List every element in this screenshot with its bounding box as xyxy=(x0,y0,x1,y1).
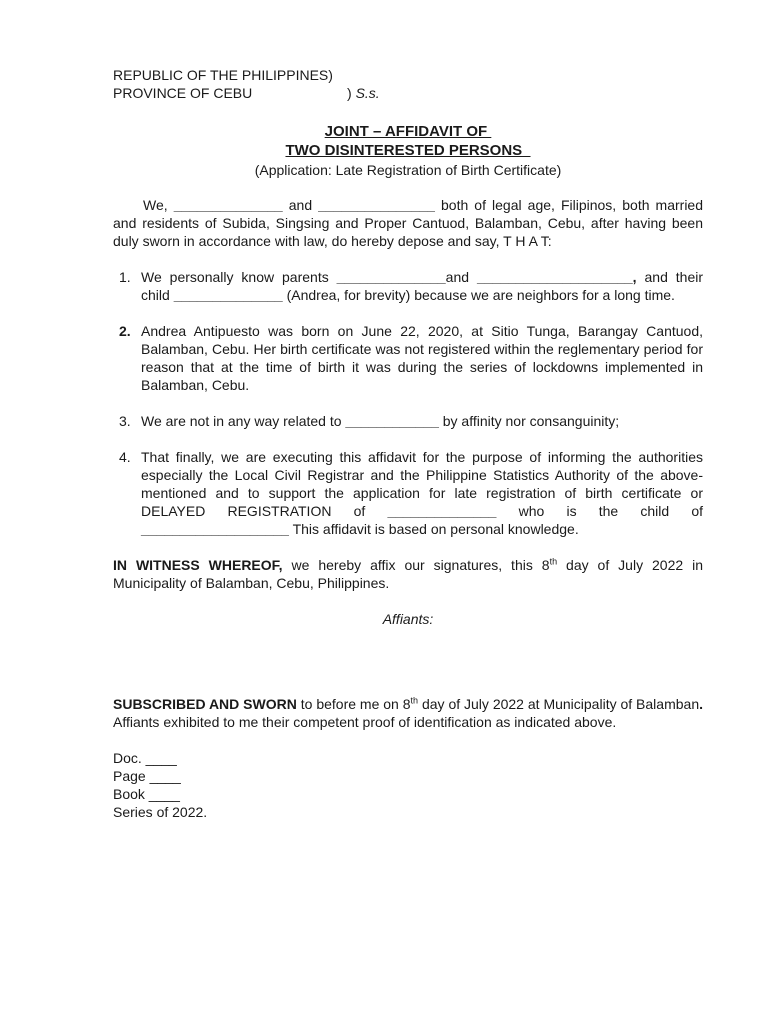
statement-list xyxy=(113,268,703,538)
item-number: 3. xyxy=(119,413,131,429)
intro-text-1: We, xyxy=(143,197,174,213)
list-item xyxy=(113,412,703,430)
sworn-sup: th xyxy=(410,695,419,706)
affidavit-page xyxy=(113,66,703,821)
book-line: Book ____ xyxy=(113,786,180,802)
intro-paragraph xyxy=(113,196,703,250)
list-item xyxy=(113,322,703,394)
item-number: 2. xyxy=(119,323,131,339)
province-text: PROVINCE OF CEBU xyxy=(113,85,253,101)
document-title-line-1: JOINT – AFFIDAVIT OF xyxy=(324,123,492,140)
header xyxy=(113,66,703,102)
document-title-line-2: TWO DISINTERESTED PERSONS xyxy=(285,142,531,159)
list-item xyxy=(113,268,703,304)
series-line: Series of 2022. xyxy=(113,804,208,820)
item-text: We are not in any way related to xyxy=(141,413,346,429)
item-number: 4. xyxy=(119,449,131,465)
document-subtitle: (Application: Late Registration of Birth Certificate) xyxy=(254,162,562,178)
republic-text: REPUBLIC OF THE PHILIPPINES) xyxy=(113,67,333,83)
item-text: We personally know parents xyxy=(141,269,337,285)
page-line: Page ____ xyxy=(113,768,181,784)
blank-affiant-2: _______________ xyxy=(318,197,435,213)
witness-text-2: day of July 2022 in Municipality of Balamban, Cebu, Philippines. xyxy=(113,557,703,591)
item-text: and their child xyxy=(141,269,704,303)
notarial-records xyxy=(113,749,703,821)
intro-text-2: and xyxy=(282,197,319,213)
sworn-heading: SUBSCRIBED AND SWORN xyxy=(113,696,297,712)
witness-heading: IN WITNESS WHEREOF, xyxy=(113,557,283,573)
item-text: by affinity nor consanguinity; xyxy=(438,413,620,429)
item-text: who is the child of xyxy=(496,503,703,519)
affiants-label: Affiants: xyxy=(382,611,434,627)
blank-parent-1: ______________ xyxy=(336,269,446,285)
witness-paragraph xyxy=(113,556,703,592)
sworn-paragraph xyxy=(113,695,703,731)
blank-relation: ____________ xyxy=(345,413,439,429)
blank-parent-2: ____________________, xyxy=(476,269,637,285)
item-text: That finally, we are executing this affidavit for the purpose of informing the authorities especially the Local Civil Registrar and the Philippine Statistics Authority of the above-mentioned and to support the application for late registration of birth certificate or DELAYED REGISTRATION of xyxy=(141,449,703,519)
item-text: (Andrea, for brevity) because we are neighbors for a long time. xyxy=(282,287,675,303)
paren-text: ) xyxy=(347,85,356,101)
witness-text-1: we hereby affix our signatures, this 8 xyxy=(282,557,550,573)
blank-affiant-1: ______________ xyxy=(173,197,283,213)
blank-parents: ___________________ xyxy=(141,521,289,537)
item-text: This affidavit is based on personal knowledge. xyxy=(288,521,579,537)
item-number: 1. xyxy=(119,269,131,285)
witness-sup: th xyxy=(549,556,558,567)
sworn-text-3: Affiants exhibited to me their competent proof of identification as indicated above. xyxy=(113,714,617,730)
blank-child: ______________ xyxy=(173,287,283,303)
doc-line: Doc. ____ xyxy=(113,750,177,766)
sworn-text-1: to before me on 8 xyxy=(296,696,411,712)
ss-text: S.s. xyxy=(355,85,380,101)
sworn-text-2: day of July 2022 at Municipality of Balamban xyxy=(418,696,700,712)
list-item xyxy=(113,448,703,538)
item-text: Andrea Antipuesto was born on June 22, 2020, at Sitio Tunga, Barangay Cantuod, Balamban, Cebu. Her birth certificate was not registered within the reglementary period for reason that at the time of birth it was during the series of lockdowns implemented in Balamban, Cebu. xyxy=(141,323,703,393)
sworn-period: . xyxy=(699,696,703,712)
header-line-2 xyxy=(113,84,703,102)
blank-registrant: ______________ xyxy=(387,503,497,519)
intro-text-3: both of legal age, Filipinos, both married and residents of Subida, Singsing and Proper Cantuod, Balamban, Cebu, after having been duly sworn in accordance with law, do hereby depose and say, T H A T: xyxy=(113,197,703,249)
item-text: and xyxy=(445,269,477,285)
header-line-1 xyxy=(113,66,703,84)
